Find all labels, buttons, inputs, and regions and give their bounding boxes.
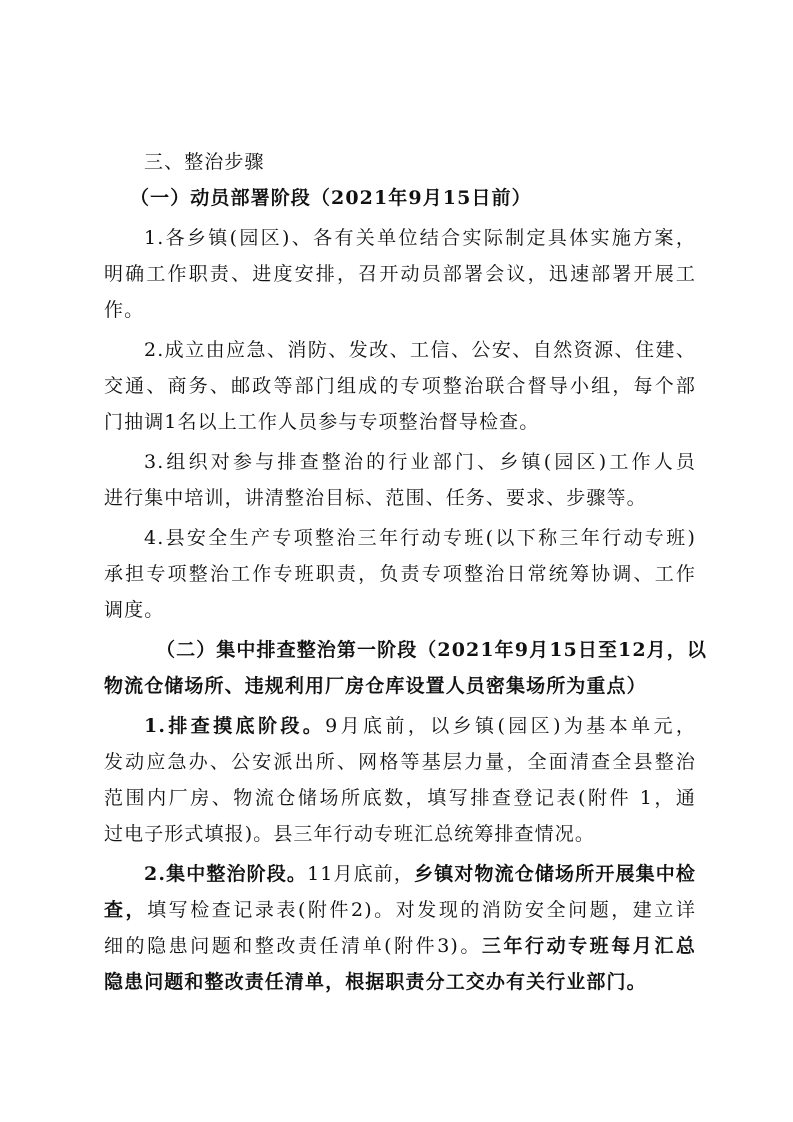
stage2-item2-deadline: 11月底前， (307, 863, 415, 885)
stage2-item1-line4: 过电子形式填报)。县三年行动专班汇总统筹排查情况。 (104, 823, 595, 845)
stage1-item3-line1: 3.组织对参与排查整治的行业部门、乡镇(园区)工作人员 (144, 451, 696, 473)
stage2-item2-text-a: 填写检查记录表(附件2)。对发现的消防安全问题，建立详 (147, 899, 696, 921)
stage1-item1-line2: 明确工作职责、进度安排，召开动员部署会议，迅速部署开展工 (104, 263, 696, 285)
stage1-item4-line2: 承担专项整治工作专班职责，负责专项整治日常统筹协调、工作 (104, 563, 696, 585)
stage2-item2-title: 2.集中整治阶段。 (144, 863, 308, 885)
section-title: 三、整治步骤 (144, 151, 265, 173)
stage1-item1-line3: 作。 (104, 299, 145, 321)
stage2-item1-line1 (104, 708, 696, 744)
stage2-item1-line3: 范围内厂房、物流仓储场所底数，填写排查登记表(附件 1，通 (104, 787, 696, 809)
stage2-item2-text-b: 细的隐患问题和整改责任清单(附件3)。 (104, 935, 482, 957)
stage2-heading-line1: （二）集中排查整治第一阶段（2021年9月15日至12月，以 (156, 639, 707, 661)
stage2-item1-text: 9月底前，以乡镇(园区)为基本单元， (325, 715, 696, 737)
stage1-item4-line1: 4.县安全生产专项整治三年行动专班(以下称三年行动专班) (144, 527, 696, 549)
stage2-heading-line2: 物流仓储场所、违规利用厂房仓库设置人员密集场所为重点） (104, 675, 647, 697)
stage1-heading: （一）动员部署阶段（2021年9月15日前） (130, 187, 532, 209)
stage1-item1-line1: 1.各乡镇(园区)、各有关单位结合实际制定具体实施方案， (144, 227, 696, 249)
stage1-item2-line2: 交通、商务、邮政等部门组成的专项整治联合督导小组，每个部 (104, 375, 696, 397)
stage1-item3-line2: 进行集中培训，讲清整治目标、范围、任务、要求、步骤等。 (104, 487, 647, 509)
document-page (104, 144, 707, 1000)
stage2-item2-line1 (104, 856, 696, 892)
stage2-item1-line2: 发动应急办、公安派出所、网格等基层力量，全面清查全县整治 (104, 751, 696, 773)
stage2-item2-line2 (104, 892, 696, 928)
stage2-item2-bold-b: 查， (104, 899, 148, 921)
stage2-item2-line3 (104, 928, 696, 964)
stage2-item2-line4: 隐患问题和整改责任清单，根据职责分工交办有关行业部门。 (104, 971, 647, 993)
stage2-item1-title: 1.排查摸底阶段。 (144, 715, 326, 737)
stage1-item4-line3: 调度。 (104, 599, 165, 621)
stage2-item2-bold-c: 三年行动专班每月汇总 (481, 935, 696, 957)
stage1-item2-line1: 2.成立由应急、消防、发改、工信、公安、自然资源、住建、 (144, 339, 696, 361)
stage2-item2-bold-a: 乡镇对物流仓储场所开展集中检 (414, 863, 696, 885)
stage1-item2-line3: 门抽调1名以上工作人员参与专项整治督导检查。 (104, 411, 540, 433)
